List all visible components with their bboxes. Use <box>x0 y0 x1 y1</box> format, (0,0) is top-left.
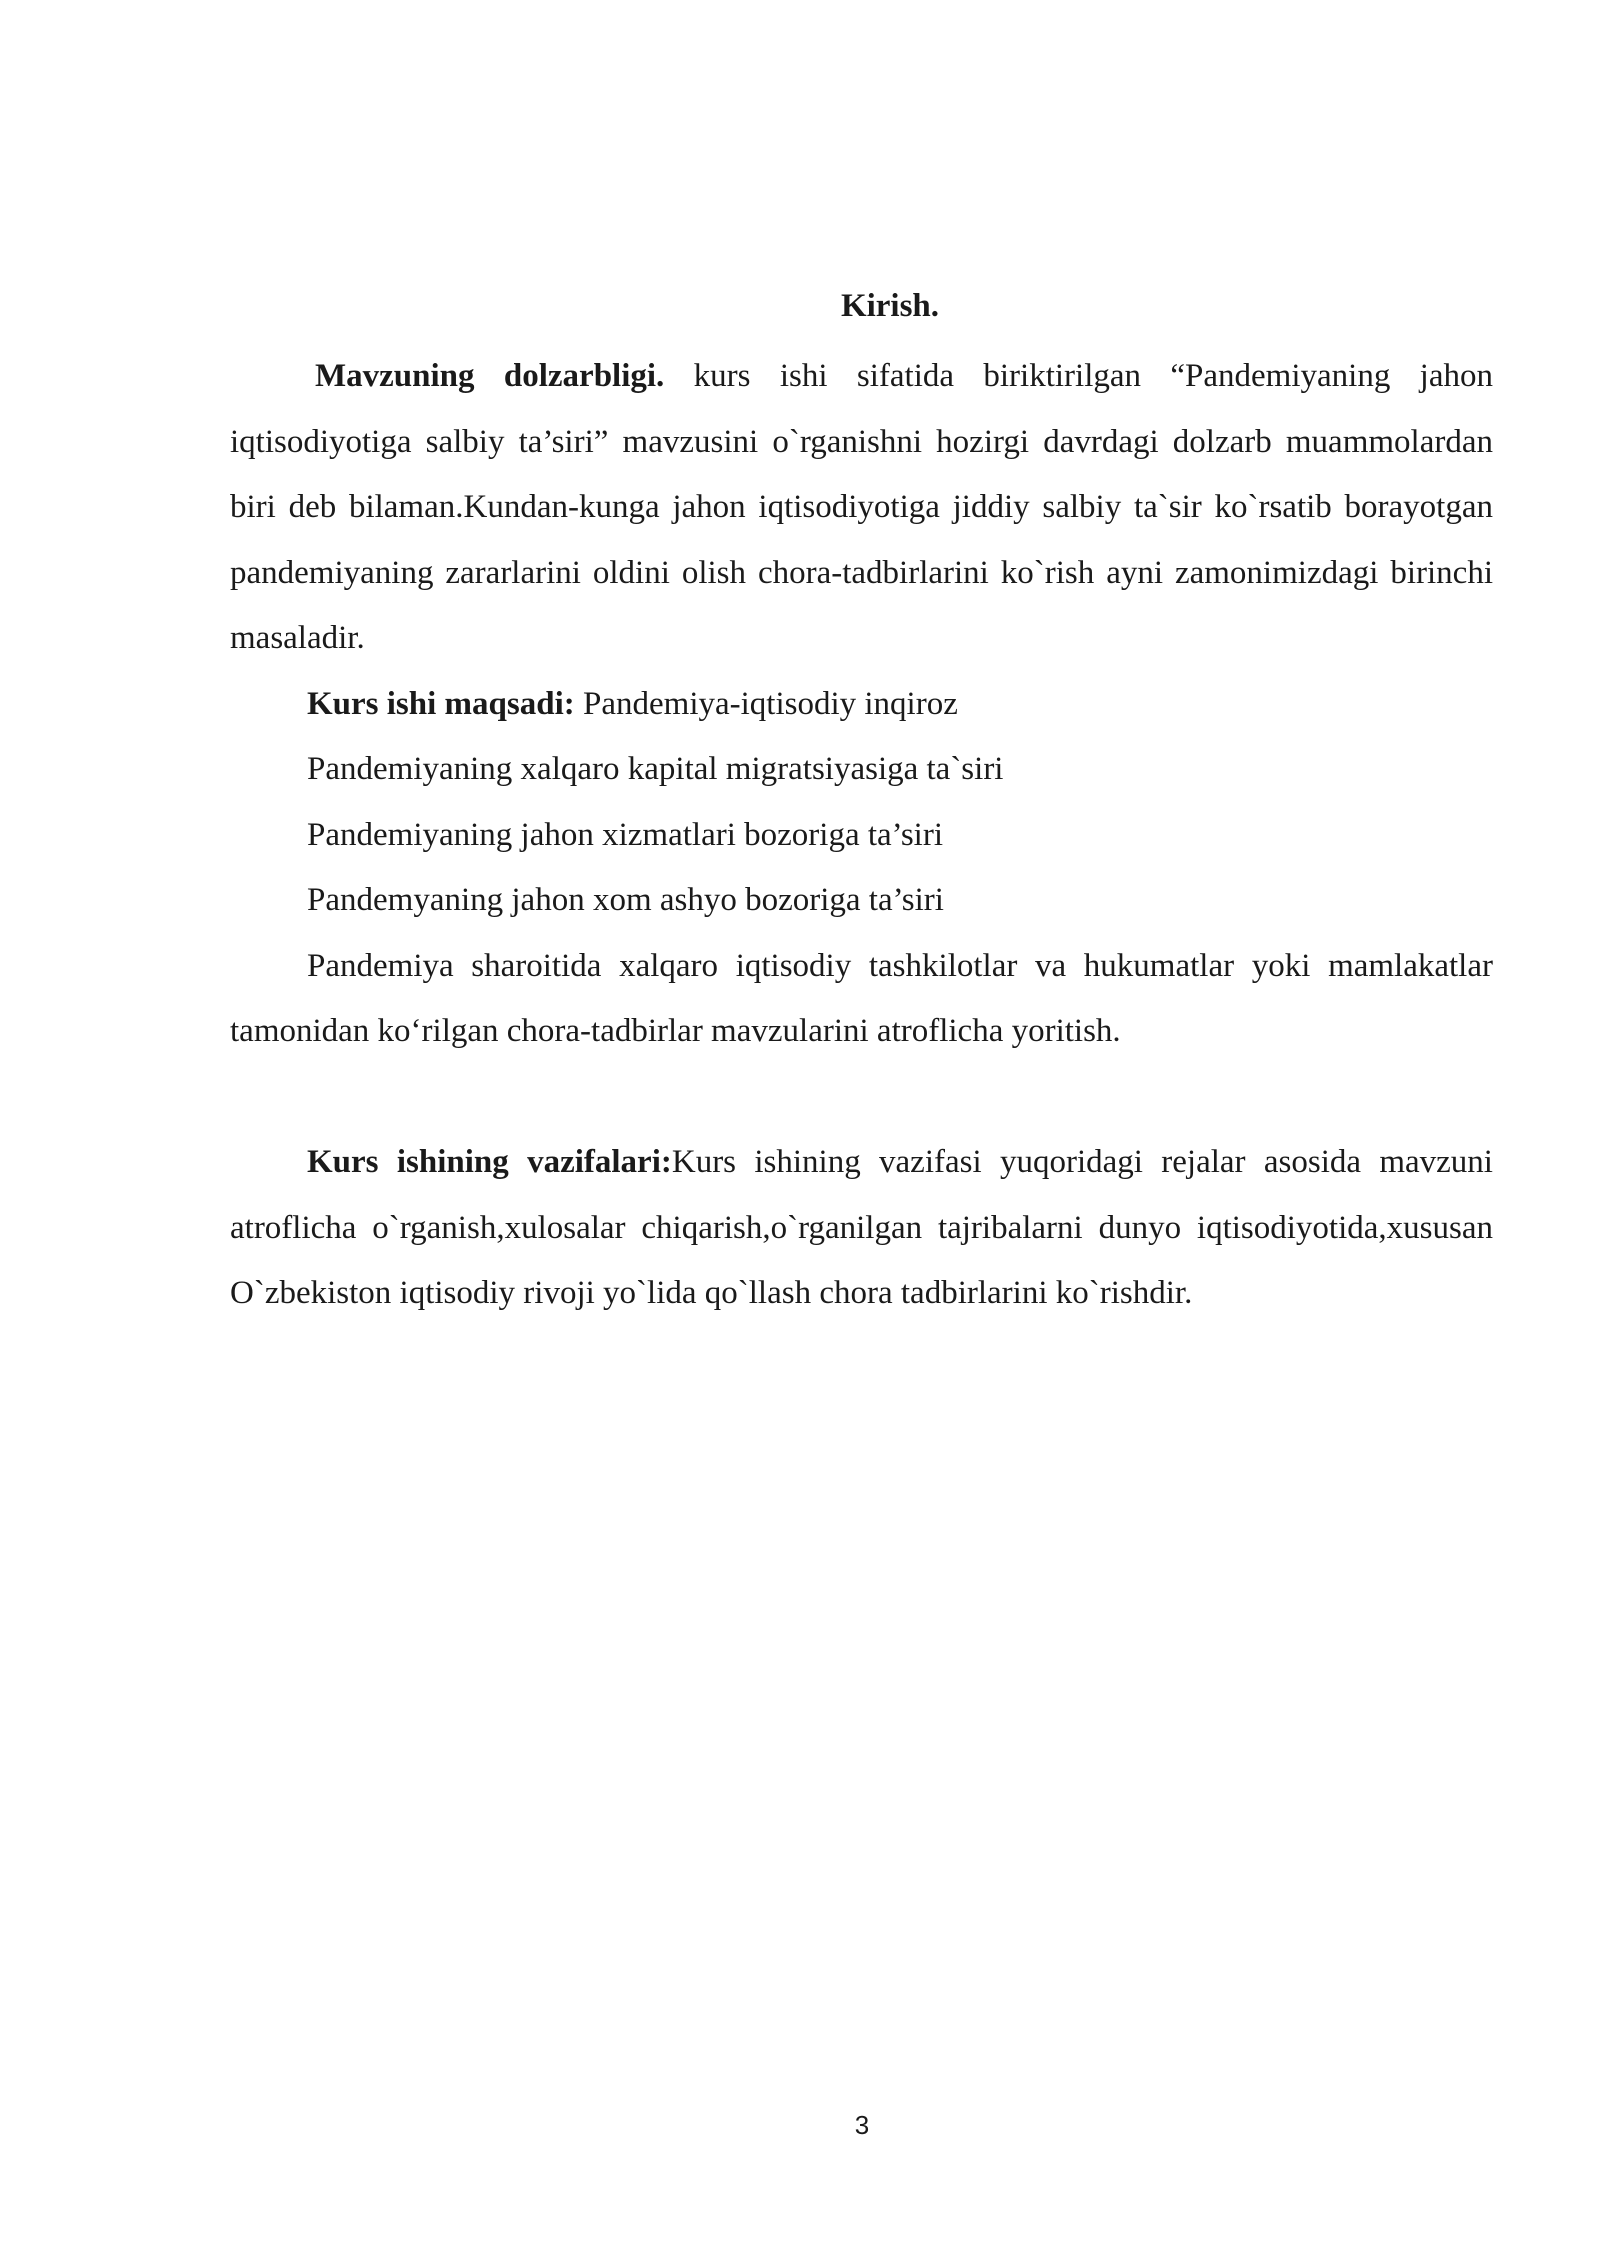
goal-item: Pandemiyaning xalqaro kapital migratsiyasiga ta`siri <box>307 751 1004 787</box>
relevance-text: kurs ishi sifatida biriktirilgan “Pandemiyaning jahon iqtisodiyotiga salbiy ta’siri” mavzusini o`rganishni hozirgi davrdagi dolzarb muammolardan biri deb bilaman.Kundan-kunga jahon iqtisodiyotiga jiddiy salbiy ta`sir ko`rsatib borayotgan pandemiyaning zararlarini oldini olish chora-tadbirlarini ko`rish ayni zamonimizdagi birinchi masaladir. <box>230 358 1493 656</box>
goal-item: Pandemyaning jahon xom ashyo bozoriga ta’siri <box>307 882 944 918</box>
paragraph-spacer <box>230 1065 1493 1131</box>
page-title: Kirish. <box>840 288 940 324</box>
relevance-paragraph <box>230 344 1493 672</box>
tasks-text: Kurs ishining vazifasi yuqoridagi rejalar asosida mavzuni atroflicha o`rganish,xulosalar chiqarish,o`rganilgan tajribalarni dunyo iqtisodiyotida,xususan O`zbekiston iqtisodiy rivoji yo`lida qo`llash chora tadbirlarini ko`rishdir. <box>230 1144 1493 1311</box>
relevance-heading: Mavzuning dolzarbligi. <box>315 358 665 394</box>
tasks-paragraph <box>230 1130 1493 1327</box>
goal-item: Pandemiyaning jahon xizmatlari bozoriga ta’siri <box>307 816 943 853</box>
document-body <box>230 344 1493 1327</box>
page-number: 3 <box>854 2110 870 2140</box>
goal-line <box>230 672 1493 738</box>
goal-text: Pandemiya-iqtisodiy inqiroz <box>574 685 958 722</box>
tasks-heading: Kurs ishining vazifalari: <box>307 1144 672 1180</box>
measures-paragraph: Pandemiya sharoitida xalqaro iqtisodiy tashkilotlar va hukumatlar yoki mamlakatlar tamonidan ko‘rilgan chora-tadbirlar mavzularini atroflicha yoritish. <box>230 947 1493 1049</box>
goal-heading: Kurs ishi maqsadi: <box>307 685 575 722</box>
